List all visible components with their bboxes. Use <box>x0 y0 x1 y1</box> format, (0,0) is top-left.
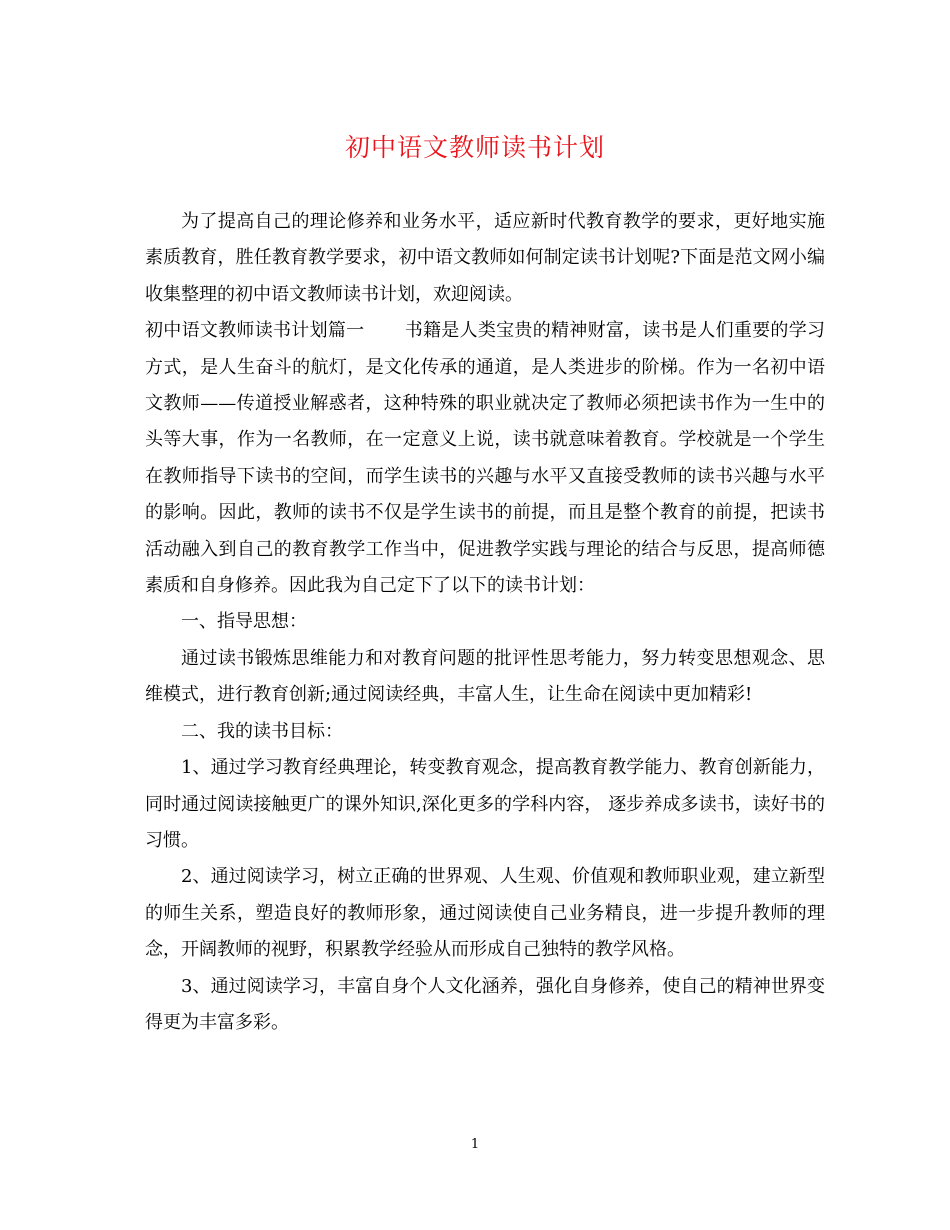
heading-guiding-ideas: 一、指导思想： <box>181 611 307 633</box>
guiding-paragraph: 通过读书锻炼思维能力和对教育问题的批评性思考能力，努力转变思想观念、思维模式，进行教育创新;通过阅读经典，丰富人生，让生命在阅读中更加精彩! <box>145 647 825 706</box>
goal-item-2: 2、通过阅读学习，树立正确的世界观、人生观、价值观和教师职业观，建立新型的师生关系，塑造良好的教师形象，通过阅读使自己业务精良，进一步提升教师的理念，开阔教师的视野，积累教学经验从而形成自己独特的教学风格。 <box>145 866 825 961</box>
section-paragraph <box>145 313 825 604</box>
document-body <box>145 204 825 1041</box>
heading-reading-goals: 二、我的读书目标： <box>181 720 343 742</box>
goal-item-3: 3、通过阅读学习，丰富自身个人文化涵养，强化自身修养，使自己的精神世界变得更为丰富多彩。 <box>145 975 825 1033</box>
section-body: 书籍是人类宝贵的精神财富，读书是人们重要的学习方式，是人生奋斗的航灯，是文化传承的通道，是人类进步的阶梯。作为一名初中语文教师——传道授业解惑者，这种特殊的职业就决定了教师必须把读书作为一生中的头等大事，作为一名教师，在一定意义上说，读书就意味着教育。学校就是一个学生在教师指导下读书的空间，而学生读书的兴趣与水平又直接受教师的读书兴趣与水平的影响。因此，教师的读书不仅是学生读书的前提，而且是整个教育的前提，把读书活动融入到自己的教育教学工作当中，促进教学实践与理论的结合与反思，提高师德素质和自身修养。因此我为自己定下了以下的读书计划： <box>145 320 826 597</box>
page-number: 1 <box>470 1137 480 1152</box>
section-label: 初中语文教师读书计划篇一 <box>145 320 365 342</box>
document-title: 初中语文教师读书计划 <box>344 133 605 162</box>
intro-paragraph: 为了提高自己的理论修养和业务水平，适应新时代教育教学的要求，更好地实施素质教育，胜任教育教学要求，初中语文教师如何制定读书计划呢?下面是范文网小编收集整理的初中语文教师读书计划，欢迎阅读。 <box>145 211 825 305</box>
goal-item-1: 1、通过学习教育经典理论，转变教育观念，提高教育教学能力、教育创新能力，同时通过阅读接触更广的课外知识,深化更多的学科内容， 逐步养成多读书，读好书的习惯。 <box>145 757 825 851</box>
